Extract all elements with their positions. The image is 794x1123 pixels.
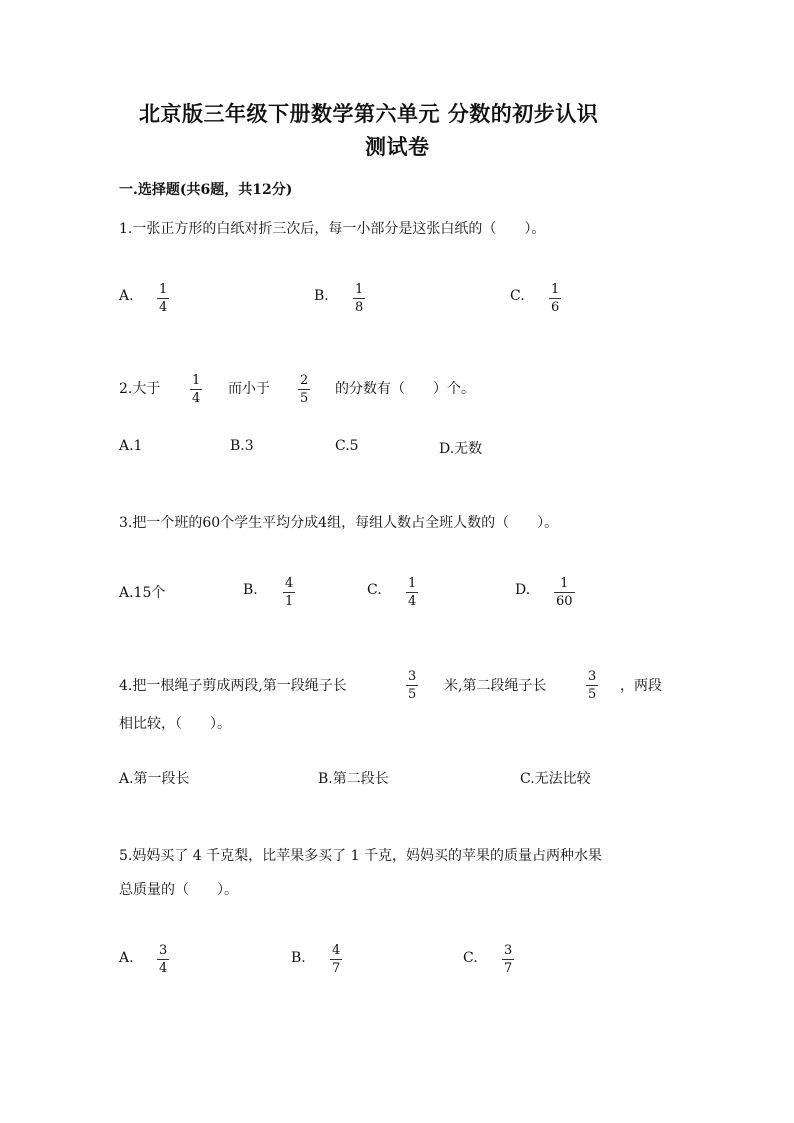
- q3-b-numerator: 4: [285, 576, 294, 591]
- question-5-line1: 5.妈妈买了 4 千克梨，比苹果多买了 1 千克，妈妈买的苹果的质量占两种水果: [119, 848, 602, 864]
- q5-option-b-label: B.: [291, 950, 306, 966]
- q5-c-numerator: 3: [504, 943, 513, 958]
- section-heading: 一.选择题(共6题，共12分): [119, 182, 293, 198]
- q4-option-b: B.第二段长: [318, 771, 389, 787]
- q4-fraction-2: [586, 670, 598, 701]
- q2-f2-numerator: 2: [300, 373, 309, 388]
- q3-option-a: A.15个: [119, 585, 166, 601]
- q3-option-c-fraction: [406, 577, 418, 608]
- q3-option-d-fraction: [554, 577, 575, 608]
- q5-option-c-label: C.: [463, 950, 478, 966]
- q2-option-d: D.无数: [439, 441, 483, 457]
- q2-f2-denominator: 5: [300, 391, 309, 406]
- q5-c-denominator: 7: [504, 961, 513, 976]
- q1-option-a-fraction: [157, 283, 169, 314]
- q2-fraction-1: [190, 374, 202, 405]
- q3-option-c-label: C.: [367, 582, 382, 598]
- question-4-suffix: ，两段: [620, 678, 662, 694]
- question-5-line2: 总质量的（ ）。: [119, 882, 238, 898]
- q2-f1-numerator: 1: [192, 373, 201, 388]
- q1-a-numerator: 1: [159, 282, 168, 297]
- q4-fraction-1: [406, 670, 418, 701]
- question-1-text: 1.一张正方形的白纸对折三次后，每一小部分是这张白纸的（ ）。: [119, 221, 546, 237]
- q3-d-numerator: 1: [560, 576, 569, 591]
- question-4-line2: 相比较，（ ）。: [119, 716, 231, 732]
- q1-option-b-fraction: [353, 283, 365, 314]
- question-3-text: 3.把一个班的60个学生平均分成4组，每组人数占全班人数的（ ）。: [119, 515, 559, 531]
- q3-b-denominator: 1: [285, 594, 294, 609]
- q1-c-numerator: 1: [551, 282, 560, 297]
- q2-option-b: B.3: [230, 438, 254, 454]
- q3-option-b-fraction: [283, 577, 295, 608]
- q5-option-b-fraction: [330, 944, 342, 975]
- question-4-middle: 米,第二段绳子长: [444, 678, 547, 694]
- q4-f1-numerator: 3: [408, 669, 417, 684]
- q1-b-numerator: 1: [355, 282, 364, 297]
- q5-b-denominator: 7: [332, 961, 341, 976]
- question-2-prefix: 2.大于: [119, 381, 161, 397]
- page-title: 北京版三年级下册数学第六单元 分数的初步认识: [139, 101, 599, 126]
- q5-option-a-label: A.: [119, 950, 134, 966]
- q2-fraction-2: [298, 374, 310, 405]
- q4-f1-denominator: 5: [408, 687, 417, 702]
- q3-c-denominator: 4: [408, 594, 417, 609]
- q5-option-a-fraction: [157, 944, 169, 975]
- q1-option-c-fraction: [549, 283, 561, 314]
- q4-f2-numerator: 3: [588, 669, 597, 684]
- q5-a-denominator: 4: [159, 961, 168, 976]
- q5-a-numerator: 3: [159, 943, 168, 958]
- q1-c-denominator: 6: [551, 300, 560, 315]
- q1-option-b-label: B.: [314, 288, 329, 304]
- q3-option-d-label: D.: [515, 582, 531, 598]
- q4-option-a: A.第一段长: [119, 771, 190, 787]
- question-2-middle: 而小于: [228, 381, 270, 397]
- q3-option-b-label: B.: [243, 582, 258, 598]
- q3-c-numerator: 1: [408, 576, 417, 591]
- q2-f1-denominator: 4: [192, 391, 201, 406]
- q1-option-c-label: C.: [510, 288, 525, 304]
- page-subtitle: 测试卷: [365, 134, 430, 159]
- q1-option-a-label: A.: [119, 288, 134, 304]
- q1-a-denominator: 4: [159, 300, 168, 315]
- q3-d-denominator: 60: [556, 594, 573, 609]
- q1-b-denominator: 8: [355, 300, 364, 315]
- q5-option-c-fraction: [502, 944, 514, 975]
- q4-option-c: C.无法比较: [520, 771, 591, 787]
- q5-b-numerator: 4: [332, 943, 341, 958]
- q4-f2-denominator: 5: [588, 687, 597, 702]
- question-4-prefix: 4.把一根绳子剪成两段,第一段绳子长: [119, 678, 347, 694]
- question-2-suffix: 的分数有（ ）个。: [335, 381, 475, 397]
- q2-option-c: C.5: [335, 438, 359, 454]
- q2-option-a: A.1: [119, 438, 143, 454]
